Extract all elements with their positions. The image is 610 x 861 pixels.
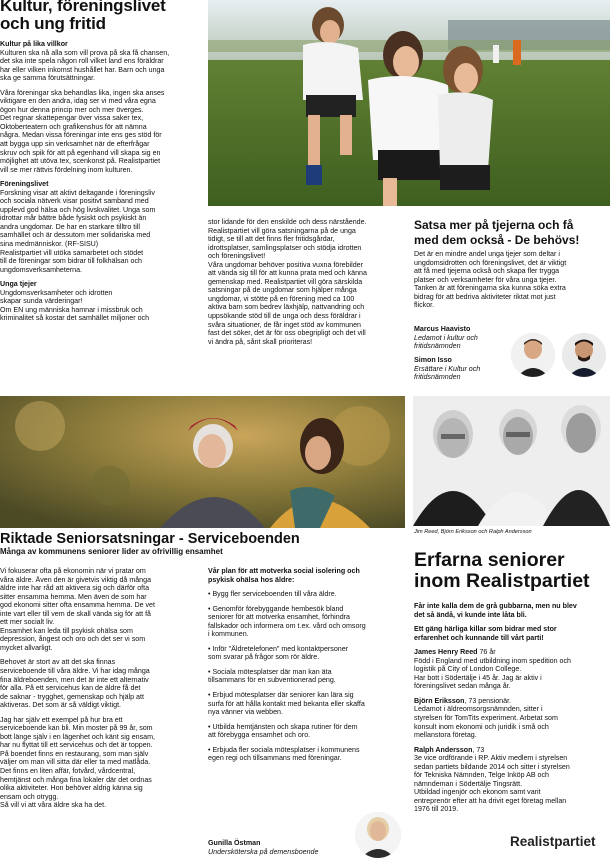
exp-intro: Får inte kalla dem de grå gubbarna, men nu blev det så ändå, vi kunde inte låta bli. <box>414 602 577 619</box>
intro-text: Kulturen ska nå alla som vill prova på ska få chansen, det ska inte spela någon roll vilket land ens föräldrar har eller vilken inkomst hushållet har. Barn och unga ska ge samma förutsättningar. <box>0 48 170 83</box>
plan-heading: Vår plan för att motverka social isolering och psykisk ohälsa hos äldre: <box>208 567 360 584</box>
p1-name: James Henry Reed <box>414 648 478 657</box>
experienced-seniors-photo <box>413 396 610 526</box>
author-role: Undersköterska på demensboende <box>208 847 319 856</box>
culture-paragraph: Våra föreningar ska behandlas lika, ingen ska anses viktigare en den andra, idag ser vi med våra egna ögon hur denna princip mer och mer överges. Det regnar skattepengar över vissa saker tex, Oktoberteatern och grafikenshus för att nämna några. Medan vissa föreningar inte ens ges stöd för att bygga upp sin verksamhet när de efterfrågar skruv och spik för att på egenhand vill skapa sig en möjlighet att utöva tex, scenkonst på. Realistpartiet vill se mer rättvis fördelning inom kulturen. <box>0 88 165 174</box>
forening-heading: Föreningslivet <box>0 180 49 189</box>
photo-caption: Jim Reed, Björn Eriksson och Ralph Andersson <box>414 529 532 535</box>
person1-block <box>414 325 504 351</box>
top-middle-body <box>208 218 408 352</box>
seniors-p2: Behovet är stort av att det ska finnas serviceboende till våra äldre. Vi har idag många fina äldreboenden, men det är inte ett alternativ för alla. På ett servicehus kan de äldre få det de saknar - trygghet, gemenskap och hjälp att aktiveras. Det som är så väldigt viktigt. <box>0 658 150 710</box>
seniors-col2 <box>208 567 406 769</box>
plan-bullet: • Bygg fler serviceboenden till våra äldre. <box>208 590 337 599</box>
plan-bullet: • Genomför förebyggande hembesök bland seniorer för att motverka ensamhet, förhindra fallskador och informera om t.ex. vård och omsorg i kommunen. <box>208 604 366 639</box>
seniors-photo <box>0 396 405 528</box>
simon-avatar <box>562 333 606 377</box>
plan-bullet: • Sociala mötesplatser där man kan äta tillsammans för en subventionerad peng. <box>208 667 336 685</box>
exp-title-line-2: inom Realistpartiet <box>414 570 590 592</box>
brand-logo: Realistpartiet <box>510 834 596 849</box>
plan-bullet: • Erbjud mötesplatser där seniorer kan lära sig surfa för att hålla kontakt med bekanta eller skaffa nya vänner via webben. <box>208 691 365 717</box>
author-block <box>208 839 348 856</box>
girls-text: Det är en mindre andel unga tjejer som deltar i ungdomsidrotten och föreningslivet, det är viktigt att få med tjejerna också och skapa fler trygga platser och verksamheter för våra unga tjejer. Tanken är att föreningarna ska kunna söka extra bidrag för att bedriva aktiviteter riktat mot just flickor. <box>414 250 567 310</box>
title-line-2: och ung fritid <box>0 14 106 33</box>
plan-bullet: • Utbilda hemtjänsten och skapa rutiner för dem att förebygga ensamhet och oro. <box>208 722 358 740</box>
person1-name: Marcus Haavisto <box>414 325 471 333</box>
p1-text: Född i England med utbildning inom spedition och logistik på City of London College. Har bott i Södertälje i 45 år. Jag är aktiv i föreningslivet sedan många år. <box>414 656 571 691</box>
top-right-title <box>414 218 610 248</box>
top-right-body <box>414 250 610 316</box>
p2-text: Ledamot i äldreomsorgsnämnden, sitter i styrelsen för TomTits experiment. Arbetat som konsult inom ekonomi och juridik i små och mellanstora företag. <box>414 705 558 740</box>
unga-text: Ungdomsverksamheter och idrotten skapar sunda värderingar! Om EN ung människa hamnar i missbruk och kriminalitet så kostar det samhället miljoner och <box>0 288 150 323</box>
person2-block <box>414 356 504 382</box>
p1-age: 76 år <box>477 648 496 657</box>
seniors-col1 <box>0 567 203 816</box>
seniors-title: Riktade Seniorsatsningar - Serviceboenden <box>0 531 300 547</box>
p3-text: 3e vice ordförande i RP. Aktiv medlem i styrelsen sedan partiets bildande 2014 och sitter i styrelsen för Tekniska Nämnden, Telge Inköp AB och nämndeman i Södertälje Tingsrätt. Utbildad ingenjör och ekonom samt varit entreprenör efter att ha drivit eget företag mellan 1976 till 2019. <box>414 754 570 814</box>
exp-title-line-1: Erfarna seniorer <box>414 549 565 571</box>
p2-age: , 73 pensionär. <box>464 696 512 705</box>
plan-bullet: • Inför "Äldretelefonen" med kontaktpersoner som svarar på frågor som rör äldre. <box>208 644 349 662</box>
person1-role: Ledamot i kultur och fritidsnämnden <box>414 333 478 351</box>
seniors-subtitle: Många av kommunens seniorer lider av ofrivillig ensamhet <box>0 547 223 556</box>
intro-heading: Kultur på lika villkor <box>0 40 68 48</box>
top-left-title <box>0 0 205 33</box>
football-girls-photo <box>208 0 610 206</box>
forening-text: Forskning visar att aktivt deltagande i föreningsliv och sociala nätverk visar positivt samband med upplevd god hälsa och hög livskvalitet. Unga som idrottar mår bättre både fysiskt och psykiskt än andra ungdomar. De har en starkare tilltro till samhället och är dessutom mer solidariska med sina medmänniskor. (RF-SISU) Realistpartiet vill utöka samarbetet och stödet till de föreningar som bidrar till folkhälsan och ungdomsverksamheterna. <box>0 188 156 274</box>
gunilla-avatar <box>355 812 401 858</box>
p2-name: Björn Eriksson <box>414 696 465 705</box>
title-line-1: Kultur, föreningslivet <box>0 0 166 15</box>
experienced-title <box>414 550 610 592</box>
marcus-avatar <box>511 333 555 377</box>
person2-role: Ersättare i Kultur och fritidsnämnden <box>414 364 481 382</box>
unga-heading: Unga tjejer <box>0 280 37 289</box>
exp-lead: Ett gäng härliga killar som bidrar med stor erfarenhet och kunnande till vårt parti! <box>414 625 557 642</box>
plan-bullet: • Erbjuda fler sociala mötesplatser i kommunens egen regi och tillsammans med föreningar. <box>208 745 360 763</box>
experienced-body <box>414 602 610 820</box>
girls-title-line-1: Satsa mer på tjejerna och få <box>414 218 574 232</box>
seniors-p3: Jag har själv ett exempel på hur bra ett serviceboende kan bli. Min moster på 99 år, som bott länge själv i en lägenhet och känt sig ensam, har nu flyttat till ett servicehus och det är toppen. På boendet finns en restaurang, som man själv väljer om man vill sitta där eller ta med matlåda. Det finns en liten affär, fotvård, vårdcentral, hemtjänst och många fina lokaler där det ordnas olika aktiviteter. Hon behöver aldrig känna sig ensam och otrygg. Så vill vi att våra äldre ska ha det. <box>0 715 155 810</box>
person2-name: Simon Isso <box>414 356 452 364</box>
author-name: Gunilla Östman <box>208 839 261 847</box>
youth-paragraph: stor lidande för den enskilde och dess närstående. Realistpartiet vill göra satsningarna på de unga tidigt, se till att det finns fler fritidsgårdar, idrottsplatser, samlingsplatser och stödja idrotten och föreningslivet! Våra ungdomar behöver positiva vuxna förebilder att vända sig till för att kunna prata med och känna gemenskap med. Realistpartiet vill göra särskilda satsningar på de ungdomar som hjälper många ungdomar, vi stötte på en förening med ca 100 aktiva barn som bedrev läxhjälp, nattvandring och uppsökande stöd till de unga och dess föräldrar i svåra situationer, de får inget stöd av kommunen fast det söker, det är för oss obegripligt och det vill vi ändra på, sånt skall prioriteras! <box>208 218 367 346</box>
seniors-p1: Vi fokuserar ofta på ekonomin när vi pratar om våra äldre. Även den är givetvis viktig då många äldre inte har råd att aktivera sig och därför ofta sitter ensamma hemma. Men även de som har god ekonomi sitter ofta ensamma hemma. De vet inte vart eller till vem de skall vända sig för att få ett mer socialt liv. Ensamhet kan leda till psykisk ohälsa som depression, ångest och oro och det ser vi som mycket allvarligt. <box>0 567 155 652</box>
girls-title-line-2: med dem också - De behövs! <box>414 233 580 247</box>
p3-age: , 73 <box>472 745 485 754</box>
p3-name: Ralph Andersson <box>414 745 473 754</box>
top-left-body <box>0 40 206 329</box>
